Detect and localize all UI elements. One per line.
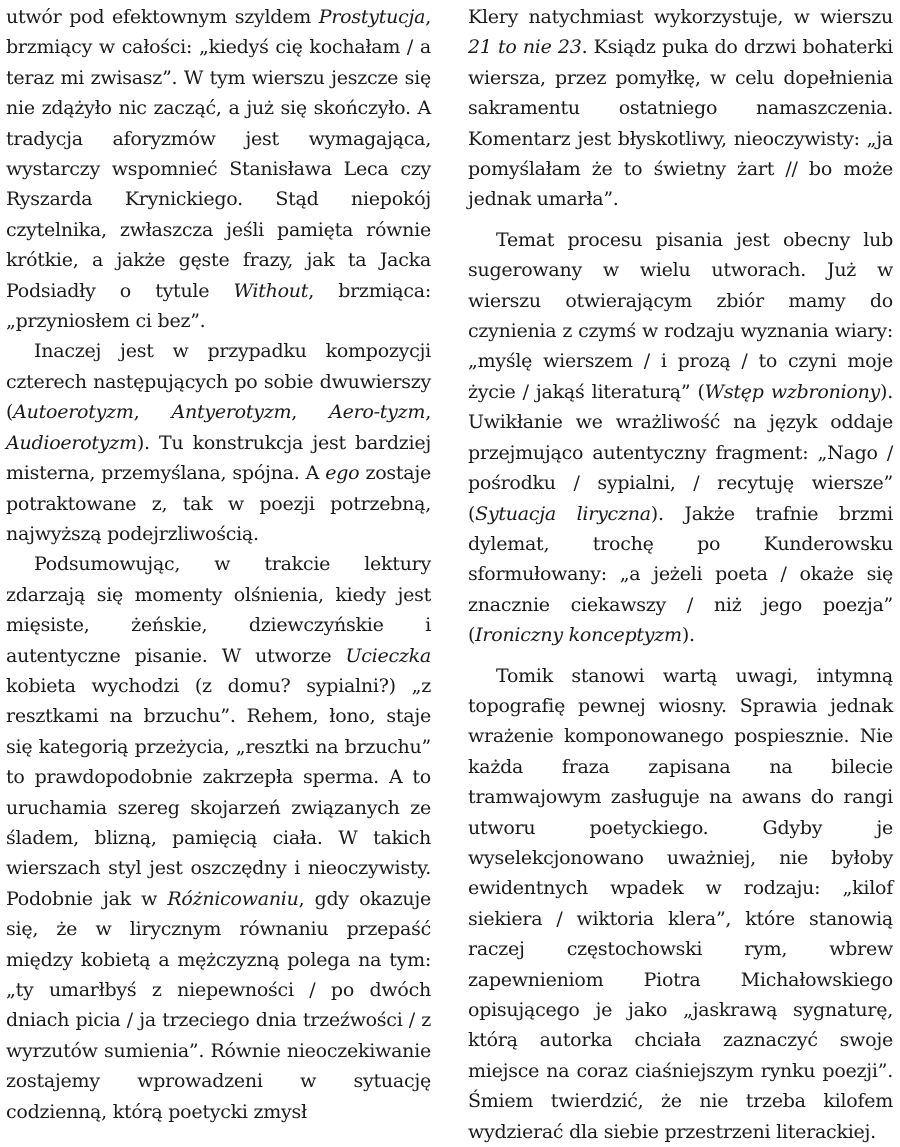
- paragraph-text: zostaje potraktowane z, tak w poezji potrzebną, najwyższą podejrzliwością.: [6, 462, 431, 545]
- italic-title-text: ego: [325, 462, 360, 485]
- italic-title-text: Wstęp wzbroniony: [704, 380, 881, 403]
- italic-title-text: Różnicowaniu: [167, 887, 299, 910]
- italic-title-text: Without: [233, 279, 309, 302]
- paragraph-text: ,: [425, 401, 431, 424]
- paragraph-text: Tomik stanowi wartą uwagi, intymną topografię pewnej wiosny. Sprawia jednak wrażenie komponowanego pospiesznie. Nie każda fraza zapisana na bilecie tramwajowym zasługuje na awans do rangi utworu poetyckiego. Gdyby je wyselekcjonowano uważniej, nie byłoby ewidentnych wpadek w rodzaju: „kilof siekiera / wiktoria klera”, które stanowią raczej częstochowski rym, wbrew zapewnieniom Piotra Michałowskiego opisującego je jako „jaskrawą sygnaturę, którą autorka chciała zaznaczyć swoje miejsce na coraz ciaśniejszym rynku poezji”. Śmiem twierdzić, że nie trzeba kilofem wydzierać dla siebie przestrzeni literackiej.: [468, 664, 893, 1143]
- paragraph-text: ). Tu konstrukcja jest bardziej misterna, przemyślana, spójna. A: [6, 431, 431, 485]
- paragraph: [468, 661, 893, 1147]
- italic-title-text: Antyerotyzm: [171, 401, 292, 424]
- italic-title-text: Sytuacja liryczna: [475, 502, 651, 525]
- paragraph: [6, 336, 431, 549]
- paragraph-text: ,: [133, 401, 172, 424]
- paragraph-text: , brzmiący w całości: „kiedyś cię kochałam / a teraz mi zwisasz”. W tym wierszu jeszcze się nie zdążyło nic zacząć, a już się skończyło. A tradycja aforyzmów jest wymagająca, wystarczy wspomnieć Stanisława Leca czy Ryszarda Krynickiego. Stąd niepokój czytelnika, zwłaszcza jeśli pamięta równie krótkie, a jakże gęste frazy, jak ta Jacka Podsiadły o tytule: [6, 6, 431, 302]
- text-column-right: [468, 2, 893, 1147]
- paragraph-text: ). Uwikłanie we wrażliwość na język oddaje przejmująco autentyczny fragment: „Nago / pośrodku / sypialni, / recytuję wiersze” (: [468, 380, 893, 525]
- paragraph-text: ). Jakże trafnie brzmi dylemat, trochę po Kunderowsku sformułowany: „a jeżeli poeta / okaże się znacznie ciekawszy / niż jego poezja” (: [468, 502, 893, 647]
- paragraph-text: kobieta wychodzi (z domu? sypialni?) „z resztkami na brzuchu”. Rehem, łono, staje się kategorią przeżycia, „resztki na brzuchu” to prawdopodobnie zakrzepła sperma. A to uruchamia szereg skojarzeń związanych ze śladem, blizną, pamięcią ciała. W takich wierszach styl jest oszczędny i nieoczywisty. Podobnie jak w: [6, 674, 431, 910]
- paragraph-text: Podsumowując, w trakcie lektury zdarzają się momenty olśnienia, kiedy jest mięsiste, żeńskie, dziewczyńskie i autentyczne pisanie. W utworze: [6, 553, 431, 667]
- paragraph: [468, 225, 893, 651]
- paragraph-text: , gdy okazuje się, że w lirycznym równaniu przepaść między kobietą a mężczyzną polega na tym: „ty umarłbyś z niepewności / po dwóch dniach picia / ja trzeciego dnia trzeźwości / z wyrzutów sumienia”. Równie nieoczekiwanie zostajemy wprowadzeni w sytuację codzienną, którą poetycki zmysł: [6, 887, 432, 1123]
- paragraph-text: ,: [291, 401, 330, 424]
- paragraph-text: . Ksiądz puka do drzwi bohaterki wiersza, przez pomyłkę, w celu dopełnienia sakramentu ostatniego namaszczenia. Komentarz jest błyskotliwy, nieoczywisty: „ja pomyślałam że to świetny żart // bo może jednak umarła”.: [468, 36, 893, 211]
- paragraph: [468, 2, 893, 215]
- paragraph-text: ).: [681, 624, 695, 647]
- italic-title-text: Ironiczny konceptyzm: [475, 624, 682, 647]
- italic-title-text: Autoerotyzm: [13, 401, 134, 424]
- paragraph-text: , brzmiąca: „przyniosłem ci bez”.: [6, 279, 431, 333]
- italic-title-text: Audioerotyzm: [6, 431, 137, 454]
- text-column-left: [6, 2, 431, 1127]
- paragraph-text: Klery natychmiast wykorzystuje, w wierszu: [468, 6, 893, 28]
- italic-title-text: 21 to nie 23: [468, 36, 582, 59]
- paragraph: [6, 2, 431, 336]
- paragraph-text: utwór pod efektownym szyldem: [6, 6, 319, 28]
- paragraph: [6, 549, 431, 1127]
- paragraph-text: Temat procesu pisania jest obecny lub sugerowany w wielu utworach. Już w wierszu otwierającym zbiór mamy do czynienia z czymś w rodzaju wyznania wiary: „myślę wierszem / i prozą / to czyni moje życie / jakąś literaturą” (: [468, 228, 893, 403]
- italic-title-text: Ucieczka: [345, 644, 431, 667]
- italic-title-text: Prostytucja: [318, 6, 426, 28]
- italic-title-text: Aero-tyzm: [329, 401, 426, 424]
- paragraph-text: Inaczej jest w przypadku kompozycji czterech następujących po sobie dwuwierszy (: [6, 340, 431, 424]
